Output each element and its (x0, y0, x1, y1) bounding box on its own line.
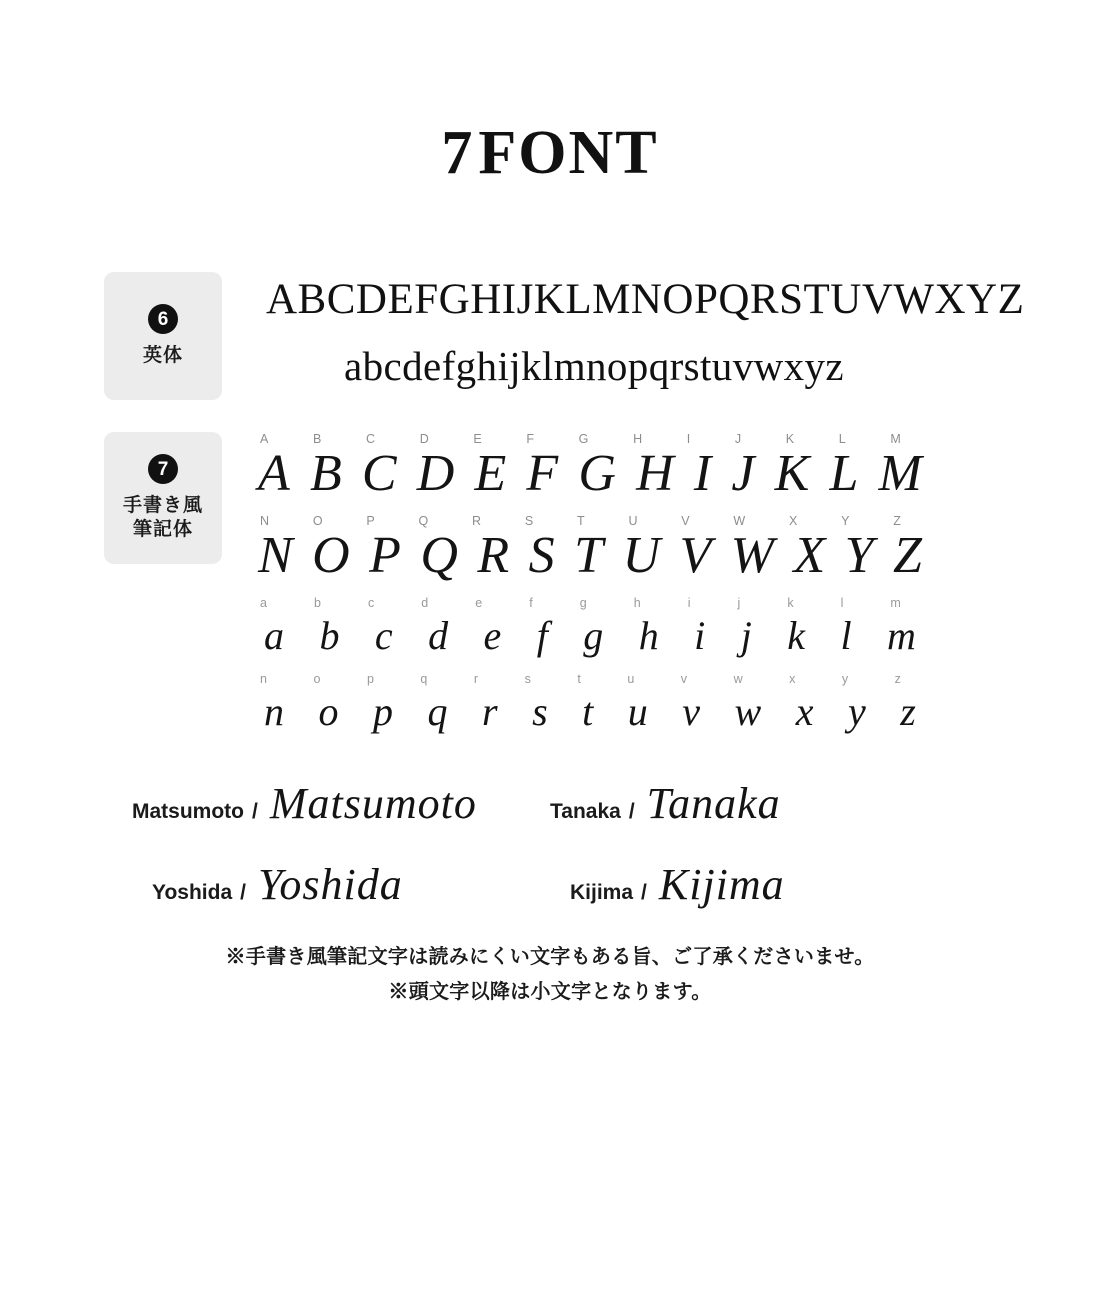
guide-lower-y-11: y (841, 671, 850, 686)
name-separator-4: / (641, 880, 647, 904)
name-samples (0, 778, 968, 910)
script-caps-m-12: M (878, 445, 922, 502)
guide-lower-k-10: k (787, 595, 795, 610)
script-lower-m-12: m (887, 612, 916, 658)
guide-caps-z-12: Z (893, 513, 902, 528)
script-lower-i-8: i (694, 612, 706, 658)
script-lower-y-11: y (848, 688, 866, 734)
guide-caps-f-5: F (526, 432, 536, 446)
guide-lower-h-7: h (633, 595, 642, 610)
guide-caps-v-8: V (681, 513, 691, 528)
guide-lower-j-9: j (737, 595, 742, 610)
name-plain-kijima: Kijima (570, 880, 634, 904)
name-separator-1: / (252, 799, 258, 823)
guide-caps-q-3: Q (418, 513, 430, 528)
badge-number-7: 7 (148, 454, 178, 484)
guide-caps-r-4: R (472, 513, 483, 528)
script-caps-c-2: C (361, 445, 397, 502)
guide-lower-q-3: q (420, 671, 429, 686)
font-sample-6 (266, 272, 1024, 391)
script-caps-s-5: S (528, 526, 555, 584)
script-caps-z-12: Z (893, 526, 922, 584)
name-sample-matsumoto (132, 778, 550, 829)
script-caps-b-1: B (309, 445, 342, 502)
guide-lower-m-12: m (890, 595, 902, 610)
script-caps-w-9: W (730, 526, 774, 584)
guide-lower-x-10: x (789, 671, 797, 686)
font-badge-7 (104, 432, 222, 564)
name-sample-yoshida (132, 859, 550, 910)
guide-lower-u-7: u (627, 671, 636, 686)
script-caps-t-6: T (574, 526, 603, 584)
script-caps-e-4: E (474, 445, 507, 502)
guide-row-lower-2 (256, 672, 906, 686)
caps-block-1 (256, 432, 924, 504)
script-lower-e-4: e (483, 612, 502, 658)
guide-caps-m-12: M (890, 432, 902, 446)
guide-caps-b-1: B (313, 432, 323, 446)
badge-label-6: 英体 (142, 345, 183, 367)
script-row-caps-2 (256, 526, 924, 586)
guide-caps-a-0: A (260, 432, 270, 446)
guide-caps-y-11: Y (841, 513, 851, 528)
script-lower-l-11: l (840, 612, 852, 658)
guide-caps-d-3: D (419, 432, 430, 446)
name-row-2 (132, 859, 968, 910)
note-1: ※手書き風筆記文字は読みにくい文字もある旨、ご了承くださいませ。 (225, 945, 875, 968)
guide-lower-f-5: f (529, 595, 534, 610)
guide-lower-w-9: w (733, 671, 744, 686)
script-caps-q-3: Q (420, 526, 458, 584)
caps-block-2 (256, 514, 924, 586)
guide-lower-s-5: s (524, 671, 532, 686)
guide-caps-w-9: W (733, 513, 747, 528)
guide-lower-p-2: p (366, 671, 375, 686)
font-badge-6 (104, 272, 222, 400)
guide-caps-x-10: X (789, 513, 799, 528)
guide-caps-l-11: L (838, 432, 847, 446)
script-lower-s-5: s (532, 688, 548, 734)
guide-lower-c-2: c (367, 595, 376, 610)
script-caps-v-8: V (679, 526, 712, 584)
script-lower-q-3: q (427, 688, 448, 734)
script-caps-l-11: L (829, 445, 859, 502)
script-lower-h-7: h (638, 612, 659, 658)
guide-caps-t-6: T (577, 513, 586, 528)
guide-caps-h-7: H (633, 432, 644, 446)
script-lower-o-1: o (318, 688, 339, 734)
badge-label-7-line1: 手書き風 (122, 495, 203, 517)
script-caps-u-7: U (622, 526, 660, 584)
guide-caps-u-7: U (628, 513, 639, 528)
guide-caps-c-2: C (366, 432, 377, 446)
script-caps-i-8: I (693, 445, 712, 502)
script-lower-w-9: w (734, 688, 762, 734)
guide-caps-j-9: J (734, 432, 743, 446)
name-separator-3: / (240, 880, 246, 904)
guide-lower-r-4: r (473, 671, 480, 686)
note-2: ※頭文字以降は小文字となります。 (388, 980, 712, 1003)
name-sample-kijima (550, 859, 968, 910)
script-lower-r-4: r (482, 688, 498, 734)
script-lower-x-10: x (795, 688, 814, 734)
name-script-kijima: Kijima (658, 859, 785, 909)
script-lower-t-6: t (582, 688, 594, 734)
notes-section (0, 940, 1100, 1010)
font-row-6 (0, 272, 1100, 400)
guide-lower-i-8: i (687, 595, 692, 610)
script-caps-n-0: N (258, 526, 293, 584)
page-title (0, 0, 1100, 187)
script-caps-x-10: X (793, 526, 826, 584)
badge-label-7 (123, 494, 203, 542)
guide-lower-l-11: l (840, 595, 845, 610)
guide-caps-n-0: N (260, 513, 271, 528)
guide-lower-b-1: b (313, 595, 322, 610)
name-plain-yoshida: Yoshida (152, 880, 233, 904)
script-row-lower-1 (256, 612, 924, 660)
script-caps-a-0: A (258, 445, 290, 502)
script-caps-o-1: O (312, 526, 350, 584)
guide-caps-k-10: K (785, 432, 796, 446)
script-lower-a-0: a (264, 612, 284, 658)
title-word: FONT (478, 119, 659, 187)
script-lower-z-12: z (900, 688, 916, 734)
name-sample-tanaka (550, 778, 968, 829)
script-lower-g-6: g (583, 612, 604, 658)
guide-lower-a-0: a (260, 595, 268, 610)
name-separator-2: / (628, 799, 635, 823)
badge-number-6: 6 (148, 304, 178, 334)
guide-caps-e-4: E (473, 432, 483, 446)
name-script-matsumoto: Matsumoto (269, 778, 477, 828)
script-lower-c-2: c (374, 612, 393, 658)
lower-block-2 (256, 672, 924, 736)
script-lower-j-9: j (740, 612, 752, 658)
script-lower-k-10: k (787, 612, 806, 658)
script-lower-f-5: f (536, 612, 548, 658)
guide-lower-n-0: n (260, 671, 268, 686)
name-script-yoshida: Yoshida (257, 859, 403, 909)
font-row-7 (0, 432, 1100, 748)
script-caps-p-2: P (369, 526, 401, 584)
font-sample-7 (256, 432, 924, 748)
script-caps-r-4: R (477, 526, 510, 584)
guide-row-lower-1 (256, 596, 906, 610)
script-lower-b-1: b (319, 612, 340, 658)
guide-lower-o-1: o (313, 671, 322, 686)
guide-lower-d-3: d (421, 595, 430, 610)
script-caps-j-9: J (731, 445, 755, 502)
font6-lowercase-sample: abcdefghijklmnopqrstuvwxyz (344, 342, 845, 389)
script-row-lower-2 (256, 688, 924, 736)
script-lower-n-0: n (264, 688, 284, 734)
script-row-caps-1 (256, 444, 924, 504)
guide-caps-s-5: S (524, 513, 535, 528)
script-caps-h-7: H (636, 445, 674, 502)
script-lower-p-2: p (373, 688, 393, 734)
script-lower-d-3: d (428, 612, 449, 658)
guide-caps-g-6: G (578, 432, 590, 446)
guide-lower-g-6: g (579, 595, 588, 610)
guide-lower-e-4: e (475, 595, 484, 610)
title-number: 7 (441, 119, 479, 187)
name-plain-tanaka: Tanaka (550, 799, 621, 823)
guide-caps-p-2: P (366, 513, 376, 528)
script-caps-g-6: G (578, 445, 616, 502)
script-caps-k-10: K (774, 445, 810, 502)
lower-block-1 (256, 596, 924, 660)
script-lower-u-7: u (627, 688, 648, 734)
script-caps-y-11: Y (844, 526, 874, 584)
guide-lower-t-6: t (577, 671, 582, 686)
badge-label-7-line2: 筆記体 (132, 519, 193, 540)
font6-uppercase-sample: ABCDEFGHIJKLMNOPQRSTUVWXYZ (266, 276, 1025, 323)
guide-lower-z-12: z (894, 671, 902, 686)
script-lower-v-8: v (682, 688, 701, 734)
script-caps-d-3: D (416, 445, 455, 502)
name-row-1 (132, 778, 968, 829)
guide-lower-v-8: v (680, 671, 689, 686)
guide-caps-o-1: O (312, 513, 324, 528)
name-plain-matsumoto: Matsumoto (132, 799, 244, 823)
guide-caps-i-8: I (686, 432, 692, 446)
script-caps-f-5: F (526, 445, 559, 502)
name-script-tanaka: Tanaka (646, 778, 781, 828)
